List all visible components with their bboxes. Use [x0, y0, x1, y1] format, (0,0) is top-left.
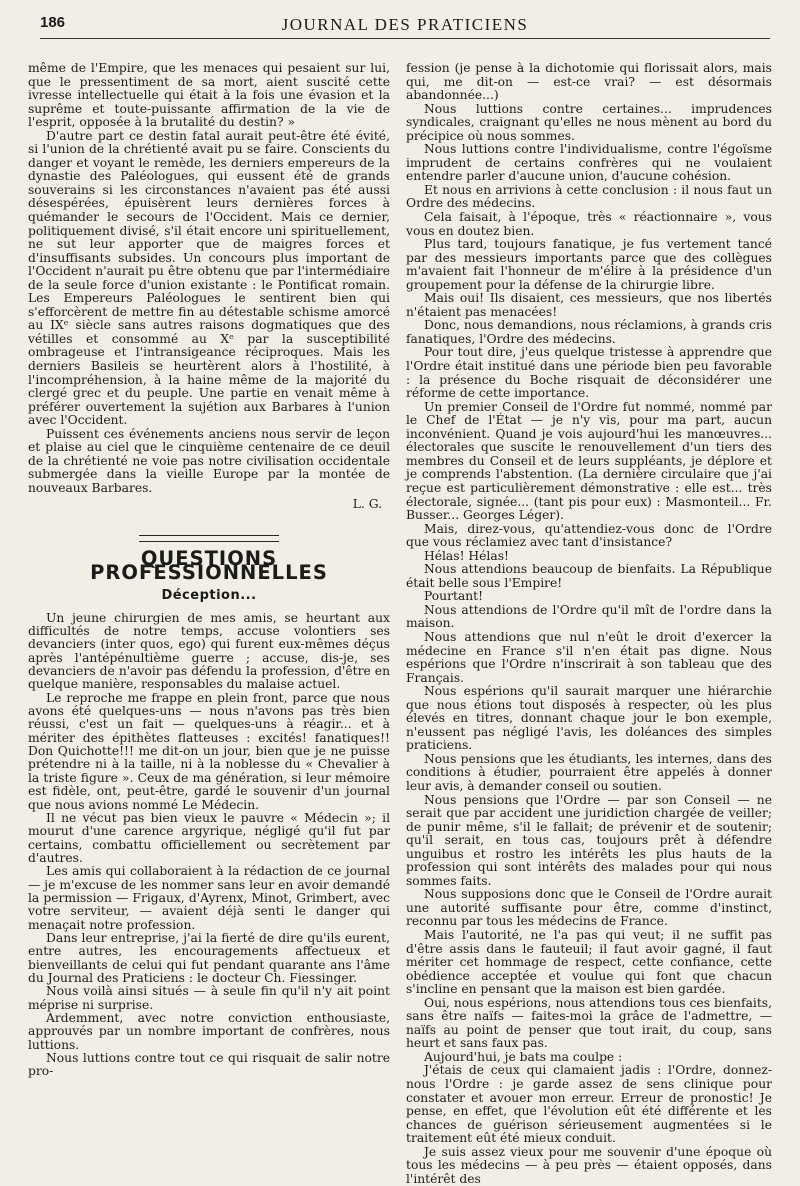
paragraph: Il ne vécut pas bien vieux le pauvre « Médecin »; il mourut d'une carence argyrique, négligé qu'il fut par certains, combattu officiellement ou secrètement par d'autres.: [28, 810, 390, 865]
article-body-left: [28, 612, 390, 1079]
paragraph: J'étais de ceux qui clamaient jadis : l'Ordre, donnez-nous l'Ordre : je garde assez de sens clinique pour constater et avouer mon erreur. Erreur de pronostic! Je pense, en effet, que l'évolution eût été différente et les chances de guérison sérieusement augmentées si le traitement eût été mieux conduit.: [406, 1063, 772, 1146]
paragraph: Nous espérions qu'il saurait marquer une hiérarchie que nous étions tout disposés à respecter, où les plus élevés en titres, donnant chaque jour le bon exemple, n'eussent pas négligé l'avis, les doléances des simples praticiens.: [406, 684, 772, 753]
paragraph: Mais, direz-vous, qu'attendiez-vous donc de l'Ordre que vous réclamiez avec tant d'insistance?: [406, 521, 772, 550]
paragraph: Nous attendions de l'Ordre qu'il mît de l'ordre dans la maison.: [406, 602, 772, 631]
paragraph: Nous pensions que les étudiants, les internes, dans des conditions à étudier, pourraient être appelés à donner leur avis, à demander conseil ou soutien.: [406, 751, 772, 793]
section-divider: [139, 535, 279, 542]
section-title: QUESTIONS PROFESSIONNELLES: [90, 547, 328, 584]
paragraph: Je suis assez vieux pour me souvenir d'une époque où tous les médecins — à peu près — étaient opposés, dans l'intérêt des: [406, 1144, 772, 1186]
page-header: [40, 12, 770, 39]
paragraph: Nous supposions donc que le Conseil de l'Ordre aurait une autorité suffisante pour être, comme d'instinct, reconnu par tous les médecins de France.: [406, 887, 772, 929]
paragraph: Nous luttions contre l'individualisme, contre l'égoïsme imprudent de certains confrères qui ne voulaient entendre parler d'aucune union, d'aucune cohésion.: [406, 142, 772, 184]
paragraph: Un premier Conseil de l'Ordre fut nommé, nommé par le Chef de l'État — je n'y vis, pour ma part, aucun inconvénient. Quand je vois aujourd'hui les manœuvres... électorales que suscite le renouvellement d'un tiers des membres du Conseil et de leurs suppléants, je déplore et je comprends l'abstention. (La dernière circulaire que j'ai reçue est particulièrement démonstrative : elle est... très électorale, signée... (tant pis pour eux) : Masmonteil... Fr. Busser... Georges Léger).: [406, 399, 772, 523]
paragraph: D'autre part ce destin fatal aurait peut-être été évité, si l'union de la chrétienté avait pu se faire. Conscients du danger et voyant le remède, les derniers empereurs de la dynastie des Paléologues, qui eussent été de grands souverains si les circonstances n'avaient pas été aussi désespérées, épuisèrent leurs dernières forces à quémander le secours de l'Occident. Mais ce dernier, politiquement divisé, s'il était encore uni spirituellement, ne sut leur apporter que de maigres forces et d'insuffisants subsides. Un concours plus important de l'Occident n'aurait pu être obtenu que par l'intermédiaire de la seule force d'union existante : le Pontificat romain. Les Empereurs Paléologues le sentirent bien qui s'efforcèrent de mettre fin au détestable schisme amorcé au IXᵉ siècle sans autres raisons dogmatiques que des vétilles et consommé au Xᵉ par la susceptibilité ombrageuse et l'intransigeance réciproques. Mais les derniers Basileis se heurtèrent alors à l'hostilité, à l'incompréhension, à la haine même de la majorité du clergé grec et du peuple. Une partie en venait même à préférer ouvertement la sujétion aux Barbares à l'union avec l'Occident.: [28, 128, 390, 428]
paragraph: Ardemment, avec notre conviction enthousiaste, approuvés par un nombre important de confrères, nous luttions.: [28, 1011, 390, 1052]
paragraph: Pourtant!: [424, 589, 484, 604]
paragraph: Un jeune chirurgien de mes amis, se heurtant aux difficultés de notre temps, accuse volontiers ses devanciers (inter quos, ego) qui furent eux-mêmes déçus après l'antépénultième guerre ; accuse, dis-je, ses devanciers de n'avoir pas défendu la profession, d'être en quelque manière, responsables du malaise actuel.: [28, 610, 390, 692]
paragraph: Nous luttions contre certaines... imprudences syndicales, craignant qu'elles ne nous mènent au bord du précipice où nous sommes.: [406, 101, 772, 143]
running-title: JOURNAL DES PRATICIENS: [281, 15, 529, 34]
paragraph: Nous attendions que nul n'eût le droit d'exercer la médecine en France s'il n'en était pas digne. Nous espérions que l'Ordre n'inscrirait à son tableau que des Français.: [406, 629, 772, 685]
paragraph: Puissent ces événements anciens nous servir de leçon et plaise au ciel que le cinquième centenaire de ce deuil de la chrétienté ne voie pas notre civilisation occidentale submergée dans la vieille Europe par la montée de nouveaux Barbares.: [28, 426, 390, 495]
author-signature: L. G.: [352, 496, 382, 511]
paragraph: Nous pensions que l'Ordre — par son Conseil — ne serait que par accident une juridiction chargée de veiller; de punir même, s'il le fallait; de prévenir et de soutenir; qu'il serait, en tous cas, toujours prêt à défendre unguibus et rostro les intérêts les plus hauts de la profession qui sont intérêts des malades pour qui nous sommes faits.: [406, 792, 772, 888]
page-number: 186: [40, 14, 66, 31]
paragraph: Le reproche me frappe en plein front, parce que nous avons été quelques-uns — nous n'avons pas très bien réussi, c'est un fait — quelques-uns à réagir... et à mériter des épithètes flatteuses : excités! fanatiques!! Don Quichotte!!! me dit-on un jour, bien que je ne puisse prétendre ni à la taille, ni à la noblesse du « Chevalier à la triste figure ». Ceux de ma génération, si leur mémoire est fidèle, ont, peut-être, gardé le souvenir d'un journal que nous avions nommé Le Médecin.: [28, 690, 390, 812]
paragraph: Nous voilà ainsi situés — à seule fin qu'il n'y ait point méprise ni surprise.: [28, 984, 390, 1012]
paragraph: Les amis qui collaboraient à la rédaction de ce journal — je m'excuse de les nommer sans leur en avoir demandé la permission — Frigaux, d'Ayrenx, Minot, Grimbert, avec votre serviteur, — avaient déjà senti le danger qui menaçait notre profession.: [28, 864, 390, 932]
left-column: [28, 62, 390, 1079]
right-column: [406, 62, 772, 1186]
paragraph: Mais l'autorité, ne l'a pas qui veut; il ne suffit pas d'être assis dans le fauteuil; il faut avoir gagné, il faut mériter cet hommage de respect, cette confiance, cette obédience acceptée et voulue qui font que chacun s'incline en pensant que la maison est bien gardée.: [406, 928, 772, 997]
paragraph: Cela faisait, à l'époque, très « réactionnaire », vous vous en doutez bien.: [406, 210, 772, 238]
paragraph: Donc, nous demandions, nous réclamions, à grands cris fanatiques, l'Ordre des médecins.: [406, 318, 772, 346]
paragraph: Dans leur entreprise, j'ai la fierté de dire qu'ils eurent, entre autres, les encouragements affectueux et bienveillants de celui qui fut pendant quarante ans l'âme du Journal des Praticiens : le docteur Ch. Fiessinger.: [28, 930, 390, 985]
article-title: Déception...: [161, 588, 257, 604]
paragraph: même de l'Empire, que les menaces qui pesaient sur lui, que le pressentiment de sa mort, aient suscité cette ivresse intellectuelle qui était à la fois une évasion et la suprême et toute-puissante affirmation de la vie de l'esprit, opposée à la brutalité du destin? »: [28, 61, 390, 130]
paragraph: Mais oui! Ils disaient, ces messieurs, que nos libertés n'étaient pas menacées!: [406, 291, 772, 319]
paragraph: Pour tout dire, j'eus quelque tristesse à apprendre que l'Ordre était institué dans une période bien peu favorable : la présence du Boche risquait de déconsidérer une réforme de cette importance.: [406, 345, 772, 401]
paragraph: Et nous en arrivions à cette conclusion : il nous faut un Ordre des médecins.: [406, 182, 772, 211]
paragraph: Plus tard, toujours fanatique, je fus vertement tancé par des messieurs importants parce que des collègues m'avaient fait l'honneur de m'élire à la présidence d'un groupement pour la défense de la chirurgie libre.: [406, 237, 772, 292]
paragraph: Hélas! Hélas!: [424, 548, 509, 563]
paragraph: Aujourd'hui, je bats ma coulpe :: [424, 1049, 623, 1064]
paragraph: Oui, nous espérions, nous attendions tous ces bienfaits, sans être naïfs — faites-moi la grâce de l'admettre, — naïfs au point de penser que tout irait, du coup, sans heurt et sans faux pas.: [406, 995, 772, 1051]
paragraph: Nous luttions contre tout ce qui risquait de salir notre pro-: [28, 1051, 390, 1079]
paragraph: fession (je pense à la dichotomie qui florissait alors, mais qui, me dit-on — est-ce vrai? — est désormais abandonnée...): [406, 61, 772, 103]
paragraph: Nous attendions beaucoup de bienfaits. La République était belle sous l'Empire!: [406, 562, 772, 590]
